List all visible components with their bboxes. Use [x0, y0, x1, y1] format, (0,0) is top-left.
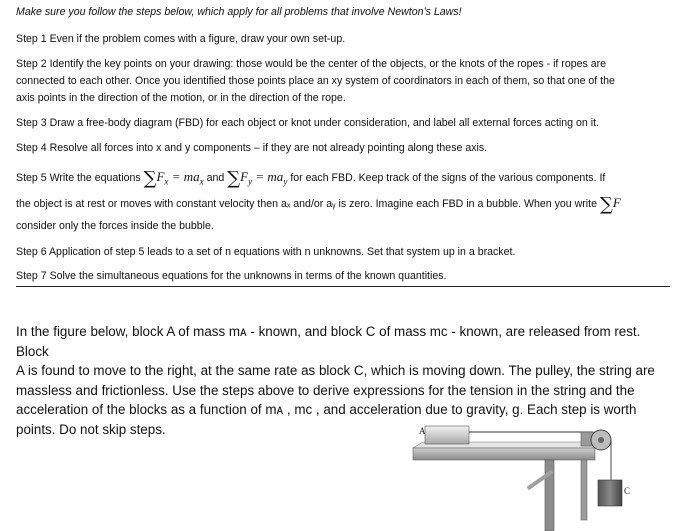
- divider-line: [16, 286, 670, 287]
- problem-line-4: acceleration of the blocks as a function of mᴀ , mᴄ , and acceleration due to gravity, g. Each step is worth: [16, 402, 637, 417]
- step-2-line-2: connected to each other. Once you identified those points place an xy system of coordinators in each of them, so that one of the: [16, 75, 615, 87]
- step-5-and: and: [206, 172, 225, 184]
- table-front: [413, 448, 595, 460]
- step-2-line-1: Step 2 Identify the key points on your drawing: those would be the center of the objects, or the knots of the ropes - if ropes are: [16, 58, 607, 70]
- table-leg-back: [581, 460, 587, 520]
- block-c: [598, 480, 622, 506]
- problem-line-1: In the figure below, block A of mass mᴀ - known, and block C of mass mᴄ - known, are released from rest. Block: [16, 324, 641, 359]
- table-leg-front: [545, 460, 554, 531]
- label-a: A: [419, 426, 426, 436]
- problem-line-5: points. Do not skip steps.: [16, 421, 166, 437]
- intro-text: Make sure you follow the steps below, which apply for all problems that involve Newton’s Laws!: [16, 6, 462, 18]
- step-1: Step 1 Even if the problem comes with a figure, draw your own set-up.: [16, 33, 346, 45]
- step-5-prefix: Step 5 Write the equations: [16, 172, 141, 184]
- step-3: Step 3 Draw a free-body diagram (FBD) for each object or knot under consideration, and label all external forces acting on it.: [16, 117, 599, 129]
- step-7: Step 7 Solve the simultaneous equations for the unknowns in terms of the known quantities.: [16, 270, 447, 282]
- step-2-line-3: axis points in the direction of the motion, or in the direction of the rope.: [16, 92, 346, 104]
- step-5-line-2: [16, 194, 621, 215]
- problem-line-2: A is found to move to the right, at the same rate as block C, which is moving down. The pulley, the string are: [16, 363, 655, 378]
- equation-sum-fy: $\sum F_y = ma_y$: [227, 168, 288, 189]
- step-5-line-2-text: the object is at rest or moves with constant velocity then aₓ and/or aᵧ is zero. Imagine each FBD in a bubble. When you write: [16, 198, 597, 210]
- problem-line-3: massless and frictionless. Use the steps above to derive expressions for the tension in the string and the: [16, 382, 635, 398]
- equation-sum-fx: $\sum F_x = ma_x$: [143, 168, 204, 189]
- step-4: Step 4 Resolve all forces into x and y components – if they are not already pointing along these axis.: [16, 142, 488, 154]
- pulley-axle: [598, 437, 604, 443]
- equation-sum-f: ∑F: [599, 194, 621, 215]
- step-5-line-1: [16, 170, 605, 189]
- step-5-line-3: consider only the forces inside the bubble.: [16, 220, 214, 232]
- step-6: Step 6 Application of step 5 leads to a set of n equations with n unknowns. Set that system up in a bracket.: [16, 246, 516, 258]
- label-c: C: [624, 486, 631, 496]
- pulley-figure: [405, 420, 645, 531]
- step-5-suffix: for each FBD. Keep track of the signs of the various components. If: [290, 172, 606, 184]
- block-a: [425, 426, 469, 444]
